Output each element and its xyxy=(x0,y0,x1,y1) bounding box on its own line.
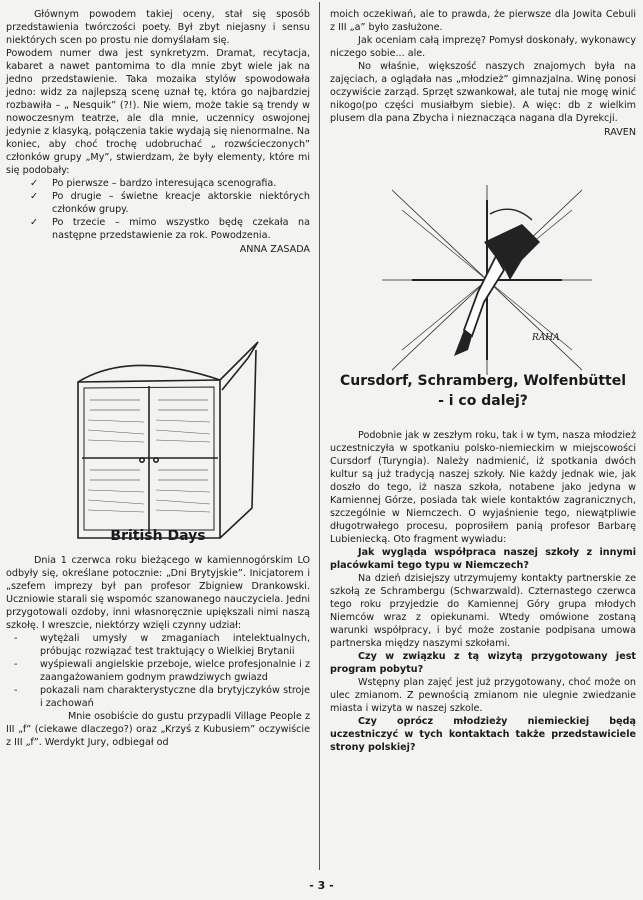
dash-icon: - xyxy=(14,685,18,696)
logo-text: RAHA xyxy=(532,333,560,343)
interview-question: Czy oprócz młodzieży niemieckiej będą uczestniczyć w tych kontaktach także przedstawiciele strony polskiej? xyxy=(330,716,636,753)
list-item: ✓ Po drugie – świetne kreacje aktorskie niektórych członków grupy. xyxy=(30,191,310,215)
article-title: Cursdorf, Schramberg, Wolfenbüttel xyxy=(339,373,627,389)
check-icon: ✓ xyxy=(30,191,39,202)
check-icon: ✓ xyxy=(30,178,39,189)
check-icon: ✓ xyxy=(30,217,39,228)
paragraph: Powodem numer dwa jest synkretyzm. Dramat, recytacja, kabaret a nawet pantomima to dla mnie zbyt wiele jak na jedno przedstawienie. Taka mozaika stylów spowodowała jedno: widz za najlepszą scenę uznał tę, która go najbardziej rozbawiła – „ Nesquik” (?!). Nie wiem, może takie są trendy w nowoczesnym teatrze, ale dla mnie, uczennicy oswojonej jedynie z klasyką, połączenia takie wydają się nienormalne. Na koniec, aby choć trochę udobruchać „ rozwścieczonych” członków grupy „My”, stwierdzam, że były elementy, które mi się podobały: xyxy=(6,48,310,176)
paragraph: No właśnie, większość naszych znajomych była na zajęciach, a oglądała nas „młodzież” gimnazjalna. Winę ponosi oczywiście zarząd. Sprzęt szwankował, ale tutaj nie mogę winić nikogo(po części musiałbym siebie). A więc: db z wielkim plusem dla pana Zbycha i nieznacząca nagana dla Dyrekcji. xyxy=(330,61,636,124)
article-subtitle: - i co dalej? xyxy=(438,393,528,409)
interview-question: Czy w związku z tą wizytą przygotowany jest program pobytu? xyxy=(330,651,636,675)
paragraph: Głównym powodem takiej oceny, stał się sposób przedstawienia twórczości poety. Był zbyt niejasny i sensu niektórych scen po prostu nie domyślałam się. xyxy=(6,9,310,46)
column-divider xyxy=(319,2,320,870)
dash-list xyxy=(6,632,310,710)
paragraph: Jak oceniam całą imprezę? Pomysł doskonały, wykonawcy niczego sobie... ale. xyxy=(330,35,636,59)
list-item: ✓ Po pierwsze – bardzo interesująca scenografia. xyxy=(30,178,277,189)
window-drawing-icon xyxy=(70,330,270,545)
check-list xyxy=(6,177,310,242)
interview-answer: Na dzień dzisiejszy utrzymujemy kontakty partnerskie ze szkołą ze Schrambergu (Schwarzwald). Czternastego czerwca tego roku przyjedzie do Kamiennej Góry grupa młodych Niemców wraz z opiekunami. Wtedy omówione zostaną warunki współpracy, i być może zostanie podpisana umowa partnerska między naszymi szkołami. xyxy=(330,573,636,649)
list-item: - pokazali nam charakterystyczne dla brytyjczyków stroje i zachowań xyxy=(14,685,310,709)
list-item: ✓ Po trzecie – mimo wszystko będę czekała na następne przedstawienie za rok. Powodzenia. xyxy=(30,217,310,241)
paragraph: moich oczekiwań, ale to prawda, że pierwsze dla Jowita Cebuli z III „a” było zasłużone. xyxy=(330,9,636,33)
signature: RAVEN xyxy=(603,127,636,138)
list-item: - wyśpiewali angielskie przeboje, wielce profesjonalnie i z zaangażowaniem godnym prawdziwych gwiazd xyxy=(14,659,310,683)
dash-icon: - xyxy=(14,633,18,644)
page-number: - 3 - xyxy=(309,879,334,892)
list-item: - wytężali umysły w zmaganiach intelektualnych, próbując rozwiązać test traktujący o Wielkiej Brytanii xyxy=(14,633,310,657)
paragraph: Dnia 1 czerwca roku bieżącego w kamiennogórskim LO odbyły się, określane potocznie: „Dni Brytyjskie”. Inicjatorem i „szefem imprezy był pan profesor Zbigniew Drankowski. Uczniowie starali się wspomóc szanowanego nauczyciela. Jedni przygotowali ozdoby, inni własnoręcznie upiększali nimi naszą szkołę. I wreszcie, niektórzy wzięli czynny udział: xyxy=(6,555,310,631)
signature: ANNA ZASADA xyxy=(239,244,310,255)
paragraph: Podobnie jak w zeszłym roku, tak i w tym, nasza młodzież uczestniczyła w spotkaniu polsko-niemieckim w miejscowości Cursdorf (Turyngia). Należy nadmienić, iż spotkania dwóch kultur są już tradycją naszej szkoły. Nie każdy jednak wie, jak doszło do tego, iż nasza szkoła, notabene jako jedyna w Kamiennej Górze, posiada tak wiele kontaktów zagranicznych, szczególnie w Niemczech. O wyjaśnienie tego, niewątpliwie długotrwałego procesu, poprosiłem panią profesor Barbarę Lubieniecką. Oto fragment wywiadu: xyxy=(330,430,636,545)
dash-icon: - xyxy=(14,659,18,670)
interview-question: Jak wygląda współpraca naszej szkoły z innymi placówkami tego typu w Niemczech? xyxy=(330,547,636,571)
interview-answer: Wstępny plan zajęć jest już przygotowany, choć może on ulec zmianom. Z pewnością zmianom nie ulegnie zwiedzanie miasta i wizyta w naszej szkole. xyxy=(330,677,636,714)
article-title: British Days xyxy=(110,528,206,544)
cross-logo-icon xyxy=(372,180,602,380)
paragraph: Mnie osobiście do gustu przypadli Village People z III „f” (ciekawe dlaczego?) oraz „Krzyś z Kubusiem” oczywiście z III „f”. Werdykt Jury, odbiegał od xyxy=(6,711,310,748)
